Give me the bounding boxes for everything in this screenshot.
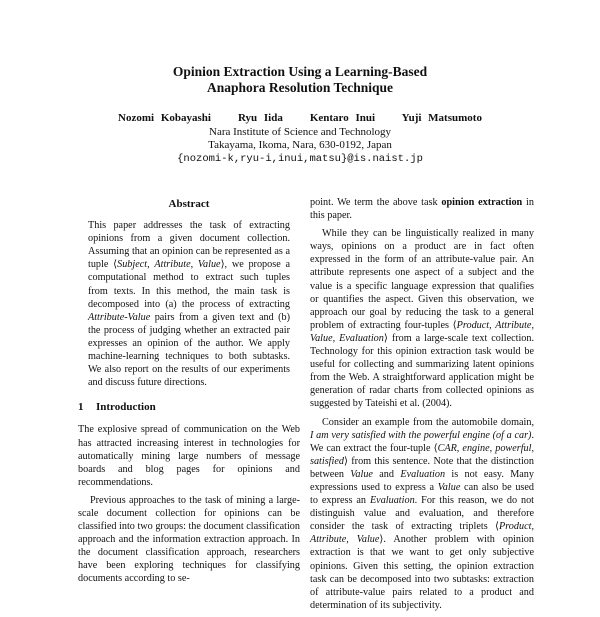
abstract-text: pairs from a given text and (b) the process of judging whether an extracted pair expresses an opinion of the author. We apply machine-learning techniques to both subtasks. We also report on the results of our experiments and discuss future directions.	[88, 311, 290, 389]
text-run: While they can be linguistically realized in many ways, opinions on a product are in fact often expressed in the form of an attribute-value pair. An attribute represents one aspect of a subject and the value is a specific language expression that qualifies or quantifies the aspect. Given this observation, we approach our goal by reducing the task to a general problem of extracting four-tuples ⟨	[310, 228, 534, 331]
term-evaluation: Evaluation	[400, 468, 446, 480]
triplet: Product, Attribute, Value	[310, 521, 534, 546]
right-paragraph-2	[310, 227, 534, 410]
text-run: can also be used to express an	[310, 481, 534, 507]
abstract-attr-value: Attribute-Value	[88, 311, 151, 323]
abstract-heading: Abstract	[168, 198, 210, 210]
address: Takayama, Ikoma, Nara, 630-0192, Japan	[208, 139, 392, 151]
text-run: . We can extract the four-tuple ⟨	[310, 429, 534, 454]
text-run: ⟩ from this sentence. Note that the distinction between	[310, 455, 534, 480]
abstract-text: This paper addresses the task of extracting opinions from a given document collection. Assuming that an opinion can be represented as a tuple ⟨	[88, 220, 290, 271]
title-line-1: Opinion Extraction Using a Learning-Based	[172, 64, 428, 79]
text-run: point. We term the above task	[310, 197, 442, 208]
term-value: Value	[437, 481, 461, 493]
text-run: in this paper.	[310, 197, 534, 222]
term-opinion-extraction: opinion extraction	[441, 197, 523, 208]
term-value: Value	[350, 468, 373, 480]
text-run: ⟩. Another problem with opinion extraction is that we want to get only subjective opinions. Given this setting, the opinion extraction task can be decomposed into two subtasks: extraction of attribute-value pairs related to a product and determination of its subjectivity.	[310, 534, 534, 611]
right-paragraph-3	[310, 416, 534, 612]
author-block	[0, 112, 600, 166]
affiliation: Nara Institute of Science and Technology	[209, 125, 391, 138]
text-run: is not easy. Many expressions used to express a	[310, 468, 534, 493]
example-sentence: I am very satisfied with the powerful engine (of a car)	[310, 429, 532, 441]
abstract-attribute: Attribute	[154, 259, 191, 271]
intro-paragraph-2: Previous approaches to the task of mining a large-scale document collection for opinions can be classified into two groups: the document classification approach and the information extraction approach. In the document classification approach, researchers have been exploring techniques for classifying documents according to se-	[78, 494, 300, 585]
section-title: Introduction	[96, 401, 156, 414]
text-run: Consider an example from the automobile domain,	[322, 416, 534, 428]
abstract-sep: ,	[147, 259, 155, 271]
example-tuple: CAR, engine, powerful, satisfied	[310, 442, 534, 467]
section-number: 1	[78, 401, 84, 414]
intro-paragraph-1: The explosive spread of communication on the Web has attracted increasing interest in technologies for automatically mining large numbers of message boards and blog pages for opinions and recommendations.	[78, 424, 300, 488]
abstract-body	[78, 219, 300, 389]
email: {nozomi-k,ryu-i,inui,matsu}@is.naist.jp	[177, 152, 423, 165]
text-run: and	[372, 468, 401, 480]
author-names: Nozomi Kobayashi Ryu Iida Kentaro Inui Yuji Matsumoto	[118, 112, 482, 124]
text-run: . For this reason, we do not distinguish value and evaluation, and therefore consider the task of extracting triplets ⟨	[310, 495, 535, 533]
right-paragraph-1	[310, 196, 534, 222]
abstract-sep: ,	[190, 259, 198, 271]
right-column	[310, 196, 534, 617]
abstract-text: ⟩, we propose a computational method to extract such tuples from texts. In this method, the main task is decomposed into (a) the process of extracting	[88, 259, 290, 310]
four-tuple: Product, Attribute, Value, Evaluation	[310, 319, 534, 344]
abstract-subject: Subject	[117, 259, 148, 271]
paper-title	[0, 64, 600, 96]
abstract-value: Value	[197, 259, 221, 271]
term-evaluation: Evaluation	[369, 495, 415, 507]
left-column	[78, 198, 300, 591]
title-line-2: Anaphora Resolution Technique	[206, 80, 394, 95]
text-run: ⟩ from a large-scale text collection. Technology for this opinion extraction task would be useful for collecting and summarizing latent opinions from the Web. A straightforward application might be generation of radar charts from collected opinions as suggested by Tateishi et al. (2004).	[310, 332, 535, 410]
section-heading	[78, 401, 300, 414]
